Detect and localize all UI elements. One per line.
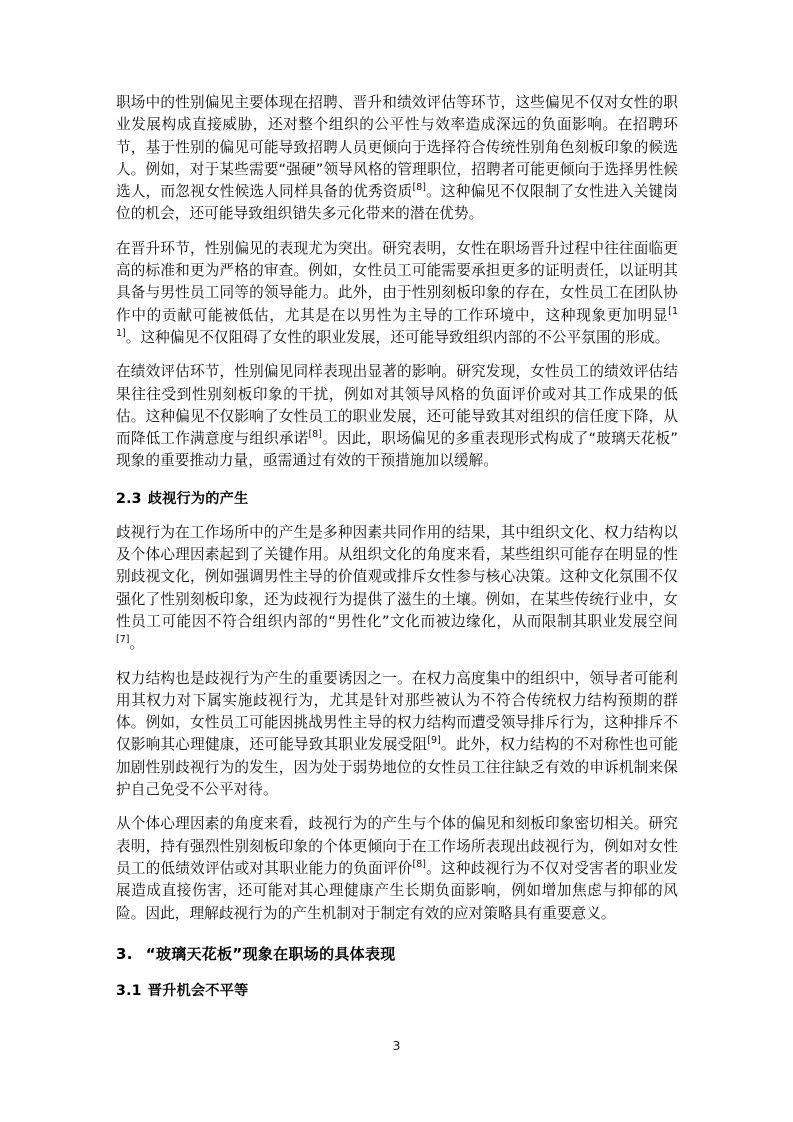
- paragraph-promotion-bias: [116, 238, 678, 349]
- paragraph-text-continued: 。这种偏见不仅阻碍了女性的职业发展，还可能导致组织内部的不公平氛围的形成。: [125, 328, 670, 346]
- paragraph-text-continued: 。: [129, 635, 145, 653]
- section-title: 歧视行为的产生: [147, 490, 249, 507]
- section-number: 3.: [116, 944, 133, 963]
- citation-reference: [7]: [116, 634, 130, 646]
- paragraph-text: 职场中的性别偏见主要体现在招聘、晋升和绩效评估等环节，这些偏见不仅对女性的职业发展构成直接威胁，还对整个组织的公平性与效率造成深远的负面影响。在招聘环节，基于性别的偏见可能导致招聘人员更倾向于选择符合传统性别角色刻板印象的候选人。例如，对于某些需要“强硬”领导风格的管理职位，招聘者可能更倾向于选择男性候选人，而忽视女性候选人同样具备的优秀资质: [116, 94, 678, 201]
- paragraph-discrimination-origins-culture: [116, 522, 678, 656]
- section-heading-2-3: [116, 489, 678, 509]
- paragraph-workplace-bias-recruitment: [116, 92, 678, 226]
- paragraph-text: 权力结构也是歧视行为产生的重要诱因之一。在权力高度集中的组织中，领导者可能利用其权力对下属实施歧视行为，尤其是针对那些被认为不符合传统权力结构预期的群体。例如，女性员工可能因挑战男性主导的权力结构而遭受领导排斥行为，这种排斥不仅影响其心理健康，还可能导致其职业发展受阻: [116, 669, 678, 754]
- paragraph-text: 在绩效评估环节，性别偏见同样表现出显著的影响。研究发现，女性员工的绩效评估结果往往受到性别刻板印象的干扰，例如对其领导风格的负面评价或对其工作成果的低估。这种偏见不仅影响了女性员工的职业发展，还可能导致其对组织的信任度下降，从而降低工作满意度与组织承诺: [116, 363, 678, 448]
- section-number: 3.1: [116, 982, 142, 999]
- page-content-column: [116, 92, 678, 1001]
- paragraph-text-continued: 。这种偏见不仅限制了女性进入关键岗位的机会，还可能导致组织错失多元化带来的潜在优势。: [116, 183, 678, 223]
- citation-reference: [8]: [412, 859, 426, 871]
- section-title: “玻璃天花板”现象在职场的具体表现: [145, 944, 396, 963]
- citation-reference: [9]: [427, 735, 441, 747]
- paragraph-individual-psychology: [116, 813, 678, 924]
- citation-reference: [8]: [412, 182, 426, 194]
- paragraph-text: 歧视行为在工作场所中的产生是多种因素共同作用的结果，其中组织文化、权力结构以及个体心理因素起到了关键作用。从组织文化的角度来看，某些组织可能存在明显的性别歧视文化，例如强调男性主导的价值观或排斥女性参与核心决策。这种文化氛围不仅强化了性别刻板印象，还为歧视行为提供了滋生的土壤。例如，在某些传统行业中，女性员工可能因不符合组织内部的“男性化”文化而被边缘化，从而限制其职业发展空间: [116, 523, 678, 630]
- paragraph-text-continued: 。此外，权力结构的不对称性也可能加剧性别歧视行为的发生，因为处于弱势地位的女性员工往往缺乏有效的申诉机制来保护自己免受不公平对待。: [116, 736, 678, 799]
- citation-reference: [11]: [116, 305, 678, 340]
- section-number: 2.3: [116, 490, 142, 507]
- citation-reference: [8]: [308, 429, 322, 441]
- section-heading-3-1: [116, 981, 678, 1001]
- paragraph-performance-evaluation-bias: [116, 361, 678, 472]
- section-title: 晋升机会不平等: [147, 982, 249, 999]
- paragraph-power-structure: [116, 668, 678, 802]
- paragraph-text-continued: 。因此，职场偏见的多重表现形式构成了“玻璃天花板”现象的重要推动力量，亟需通过有效的干预措施加以缓解。: [116, 430, 678, 470]
- page-number: 3: [392, 1038, 401, 1053]
- paragraph-text: 在晋升环节，性别偏见的表现尤为突出。研究表明，女性在职场晋升过程中往往面临更高的标准和更为严格的审查。例如，女性员工可能需要承担更多的证明责任，以证明其具备与男性员工同等的领导能力。此外，由于性别刻板印象的存在，女性员工在团队协作中的贡献可能被低估，尤其是在以男性为主导的工作环境中，这种现象更加明显: [116, 239, 678, 324]
- section-heading-3: [116, 943, 678, 965]
- paragraph-text-continued: 。这种歧视行为不仅对受害者的职业发展造成直接伤害，还可能对其心理健康产生长期负面影响，例如增加焦虑与抑郁的风险。因此，理解歧视行为的产生机制对于制定有效的应对策略具有重要意义。: [116, 859, 678, 922]
- paragraph-text: 从个体心理因素的角度来看，歧视行为的产生与个体的偏见和刻板印象密切相关。研究表明，持有强烈性别刻板印象的个体更倾向于在工作场所表现出歧视行为，例如对女性员工的低绩效评估或对其职业能力的负面评价: [116, 815, 678, 877]
